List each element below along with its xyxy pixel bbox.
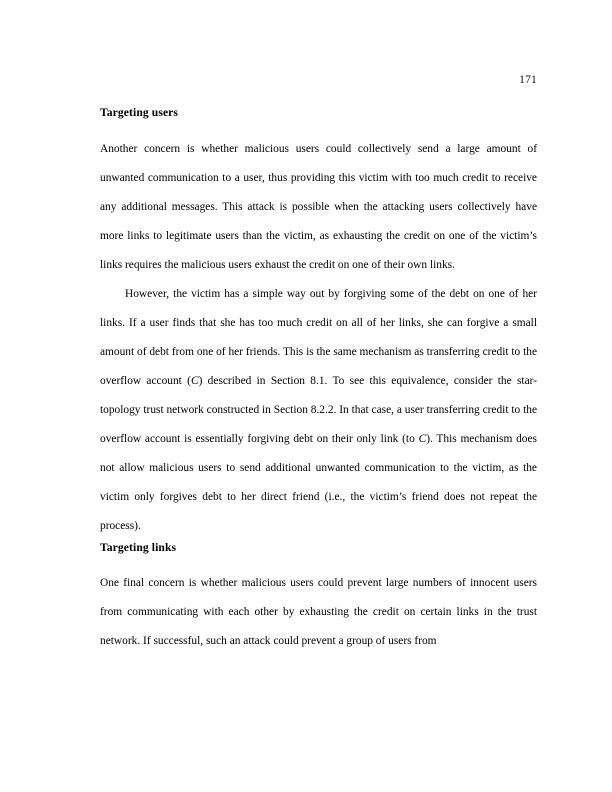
page-number: 171 <box>519 74 537 86</box>
paragraph-targeting-links-1: One final concern is whether malicious users could prevent large numbers of innocent users from communicating with each other by exhausting the credit on certain links in the trust network. If successful, such an attack could prevent a group of users from <box>100 577 537 647</box>
section-heading-targeting-users: Targeting users <box>100 106 179 119</box>
paragraph-targeting-users-2: However, the victim has a simple way out by forgiving some of the debt on one of her links. If a user finds that she has too much credit on all of her links, she can forgive a small amount of debt from one of her friends. This is the same mechanism as transferring credit to the overflow account (C) described in Section 8.1. To see this equivalence, consider the star-topology trust network constructed in Section 8.2.2. In that case, a user transferring credit to the overflow account is essentially forgiving debt on their only link (to C). This mechanism does not allow malicious users to send additional unwanted communication to the victim, as the victim only forgives debt to her direct friend (i.e., the victim’s friend does not repeat the process). <box>100 287 537 532</box>
math-variable: C <box>418 432 427 445</box>
math-variable: C <box>190 374 199 387</box>
page-text-block <box>100 106 537 656</box>
section-heading-targeting-links: Targeting links <box>100 540 177 554</box>
paragraph-targeting-users-1: Another concern is whether malicious users could collectively send a large amount of unwanted communication to a user, thus providing this victim with too much credit to receive any additional messages. This attack is possible when the attacking users collectively have more links to legitimate users than the victim, as exhausting the credit on one of the victim’s links requires the malicious users exhaust the credit on one of their own links. <box>100 142 537 271</box>
